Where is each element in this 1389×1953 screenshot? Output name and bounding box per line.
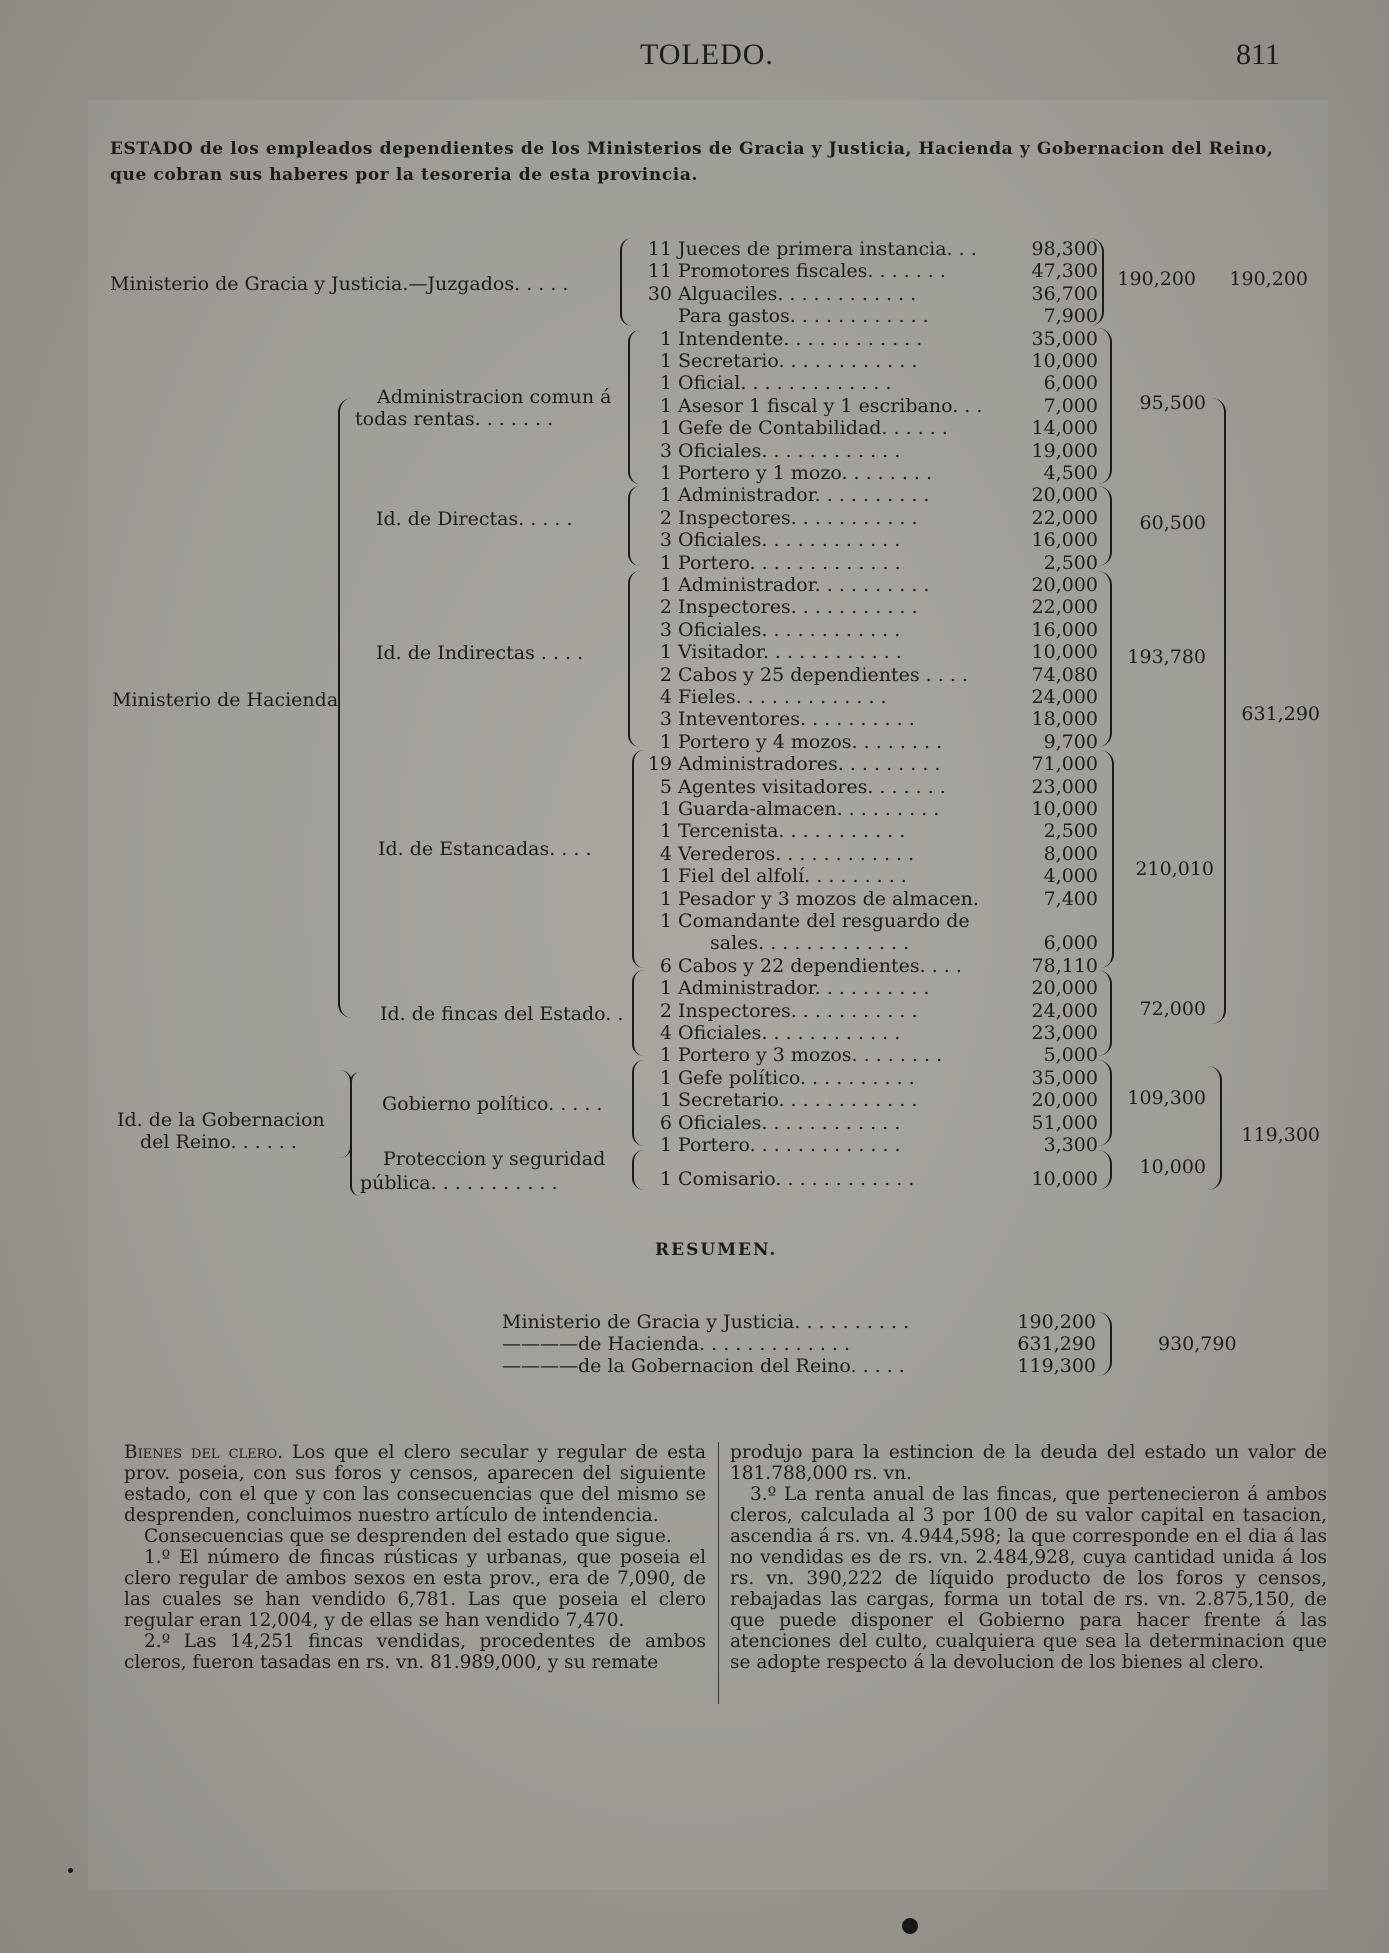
right-paragraph-2: 3.º La renta anual de las fincas, que pertenecieron á ambos cleros, calculada al 3 por 100 de su valor capital en tasacion, ascendia á rs. vn. 4.944,598; la que corresponde en el dia á las no vendidas es de rs. vn. 2.484,928, cuya cantidad unida á los rs. vn. 390,222 de líquido producto de los foros y censos, rebajadas las cargas, forma un total de rs. vn. 2.875,150, de que puede disponer el Gobierno para hacer frente á las atenciones del culto, cualquiera que sea la determinacion que se adopte respecto á la devolucion de los bienes al clero. xyxy=(730,1484,1327,1673)
subtotal-hacienda: 631,290 xyxy=(1241,703,1320,725)
row-description: Portero. . . . . . . . . . . . . xyxy=(678,552,901,574)
row-count: 4 xyxy=(659,686,672,708)
row-count: 1 xyxy=(659,1089,672,1111)
row-count: 1 xyxy=(659,574,672,596)
row-amount: 4,500 xyxy=(1043,462,1098,484)
page-title: TOLEDO. xyxy=(640,38,774,71)
row-description: Oficial. . . . . . . . . . . . . xyxy=(678,372,892,394)
row-amount: 20,000 xyxy=(1031,484,1098,506)
row-amount: 10,000 xyxy=(1031,641,1098,663)
row-count: 1 xyxy=(659,865,672,887)
row-description: Comisario. . . . . . . . . . . . xyxy=(678,1168,915,1190)
row-description: Oficiales. . . . . . . . . . . . xyxy=(678,529,901,551)
right-paragraph-1: produjo para la estincion de la deuda del estado un valor de 181.788,000 rs. vn. xyxy=(730,1442,1327,1484)
subsection-gobierno-politico: Gobierno político. . . . . xyxy=(382,1093,603,1115)
row-count: 2 xyxy=(659,1000,672,1022)
row-count: 1 xyxy=(659,372,672,394)
row-description: sales. . . . . . . . . . . . . xyxy=(710,932,910,954)
ink-spot xyxy=(902,1918,918,1934)
row-count: 1 xyxy=(659,462,672,484)
row-amount: 16,000 xyxy=(1031,529,1098,551)
row-amount: 5,000 xyxy=(1043,1044,1098,1066)
subtotal-admin: 95,500 xyxy=(1139,392,1206,414)
row-amount: 20,000 xyxy=(1031,574,1098,596)
row-count: 5 xyxy=(659,776,672,798)
row-amount: 51,000 xyxy=(1031,1112,1098,1134)
resumen-line-3-label: ————de la Gobernacion del Reino. . . . . xyxy=(502,1355,905,1377)
row-count: 1 xyxy=(659,1044,672,1066)
subsection-proteccion-line1: Proteccion y seguridad xyxy=(383,1148,606,1170)
row-description: Asesor 1 fiscal y 1 escribano. . . xyxy=(678,395,983,417)
lbrace-gobernacion xyxy=(350,1072,360,1196)
left-column xyxy=(124,1442,706,1673)
row-amount: 10,000 xyxy=(1031,1168,1098,1190)
row-amount: 9,700 xyxy=(1043,731,1098,753)
row-description: Para gastos. . . . . . . . . . . . xyxy=(678,305,929,327)
resumen-line-3-amount: 119,300 xyxy=(1017,1355,1096,1377)
row-count: 11 xyxy=(647,260,672,282)
subtotal-proteccion: 10,000 xyxy=(1139,1156,1206,1178)
row-description: Agentes visitadores. . . . . . . xyxy=(678,776,946,798)
lbrace-fincas xyxy=(632,970,644,1056)
table-heading: ESTADO de los empleados dependientes de los Ministerios de Gracia y Justicia, Hacienda y Gobernacion del Reino, que cobran sus haberes por la tesoreria de esta provincia. xyxy=(110,139,1274,185)
row-count: 3 xyxy=(659,708,672,730)
row-count: 1 xyxy=(659,798,672,820)
subtotal-gobernacion: 119,300 xyxy=(1241,1124,1320,1146)
lbrace-indirectas xyxy=(628,571,640,747)
row-description: Portero y 4 mozos. . . . . . . . xyxy=(678,731,943,753)
subtotal-fincas: 72,000 xyxy=(1139,998,1206,1020)
section-gobernacion-line2: del Reino. . . . . . xyxy=(140,1131,297,1153)
row-description: Visitador. . . . . . . . . . . . xyxy=(678,641,902,663)
row-count: 1 xyxy=(659,888,672,910)
subsection-directas: Id. de Directas. . . . . xyxy=(376,508,573,530)
row-amount: 35,000 xyxy=(1031,1067,1098,1089)
row-amount: 16,000 xyxy=(1031,619,1098,641)
row-description: Gefe de Contabilidad. . . . . . xyxy=(678,417,948,439)
lbrace-gobierno xyxy=(632,1060,644,1146)
row-description: Portero. . . . . . . . . . . . . xyxy=(678,1134,901,1156)
row-count: 1 xyxy=(659,731,672,753)
row-amount: 7,000 xyxy=(1043,395,1098,417)
page-number: 811 xyxy=(1236,38,1280,71)
row-description: Fiel del alfolí. . . . . . . . . xyxy=(678,865,907,887)
row-amount: 7,900 xyxy=(1043,305,1098,327)
row-amount: 6,000 xyxy=(1043,372,1098,394)
left-paragraph-1: Los que el clero secular y regular de esta prov. poseia, con sus foros y censos, aparecen del siguiente estado, con el que y con las consecuencias que del mismo se desprenden, concluimos nuestro artículo de intendencia. xyxy=(124,1442,706,1526)
subtotal-gracia-b: 190,200 xyxy=(1229,268,1308,290)
row-count: 1 xyxy=(659,910,672,932)
row-description: Administrador. . . . . . . . . . xyxy=(678,977,930,999)
row-description: Fieles. . . . . . . . . . . . . xyxy=(678,686,887,708)
row-count: 1 xyxy=(659,395,672,417)
row-count: 1 xyxy=(659,1067,672,1089)
row-description: Oficiales. . . . . . . . . . . . xyxy=(678,1022,901,1044)
row-description: Oficiales. . . . . . . . . . . . xyxy=(678,619,901,641)
row-count: 6 xyxy=(659,955,672,977)
row-amount: 10,000 xyxy=(1031,350,1098,372)
section-gracia: Ministerio de Gracia y Justicia.—Juzgados. . . . . xyxy=(110,273,569,295)
row-description: Administradores. . . . . . . . . xyxy=(678,753,941,775)
row-amount: 20,000 xyxy=(1031,1089,1098,1111)
left-paragraph-4: 2.º Las 14,251 fincas vendidas, procedentes de ambos cleros, fueron tasadas en rs. vn. 81.989,000, y su remate xyxy=(124,1631,706,1673)
row-description: Jueces de primera instancia. . . xyxy=(678,238,977,260)
resumen-line-1-label: Ministerio de Gracia y Justicia. . . . . . . . . . xyxy=(502,1311,910,1333)
row-amount: 20,000 xyxy=(1031,977,1098,999)
row-amount: 8,000 xyxy=(1043,843,1098,865)
row-amount: 78,110 xyxy=(1031,955,1098,977)
row-count: 3 xyxy=(659,440,672,462)
section-hacienda: Ministerio de Hacienda xyxy=(112,689,339,711)
subsection-fincas: Id. de fincas del Estado. . xyxy=(380,1003,624,1025)
subtotal-estancadas: 210,010 xyxy=(1135,858,1214,880)
row-amount: 35,000 xyxy=(1031,328,1098,350)
subsection-indirectas: Id. de Indirectas . . . . xyxy=(376,642,584,664)
subsection-proteccion-line2: pública. . . . . . . . . . . xyxy=(360,1172,558,1194)
row-amount: 10,000 xyxy=(1031,798,1098,820)
lbrace-gracia xyxy=(620,238,632,326)
row-description: Intendente. . . . . . . . . . . . xyxy=(678,328,923,350)
row-description: Secretario. . . . . . . . . . . . xyxy=(678,350,918,372)
row-description: Oficiales. . . . . . . . . . . . xyxy=(678,1112,901,1134)
column-rule xyxy=(718,1442,719,1704)
row-amount: 47,300 xyxy=(1031,260,1098,282)
row-description: Administrador. . . . . . . . . . xyxy=(678,574,930,596)
row-count: 2 xyxy=(659,664,672,686)
row-amount: 36,700 xyxy=(1031,283,1098,305)
right-column xyxy=(730,1442,1327,1673)
row-amount: 98,300 xyxy=(1031,238,1098,260)
row-count: 4 xyxy=(659,1022,672,1044)
section-gobernacion-line1: Id. de la Gobernacion xyxy=(117,1109,325,1131)
row-description: Pesador y 3 mozos de almacen. xyxy=(678,888,979,910)
subsection-admin-line2: todas rentas. . . . . . . xyxy=(355,408,554,430)
row-amount: 2,500 xyxy=(1043,820,1098,842)
row-description: Administrador. . . . . . . . . . xyxy=(678,484,930,506)
left-paragraph-2: Consecuencias que se desprenden del estado que sigue. xyxy=(144,1526,672,1547)
lbrace-estancadas xyxy=(632,750,644,968)
subtotal-gobierno: 109,300 xyxy=(1127,1087,1206,1109)
row-description: Portero y 3 mozos. . . . . . . . xyxy=(678,1044,943,1066)
row-count: 1 xyxy=(659,484,672,506)
row-count: 19 xyxy=(647,753,672,775)
row-count: 1 xyxy=(659,1134,672,1156)
row-description: Verederos. . . . . . . . . . . . xyxy=(678,843,915,865)
row-description: Secretario. . . . . . . . . . . . xyxy=(678,1089,918,1111)
row-amount: 19,000 xyxy=(1031,440,1098,462)
subtotal-gracia-a: 190,200 xyxy=(1117,268,1196,290)
row-amount: 6,000 xyxy=(1043,932,1098,954)
row-amount: 74,080 xyxy=(1031,664,1098,686)
row-count: 3 xyxy=(659,619,672,641)
row-description: Guarda-almacen. . . . . . . . . xyxy=(678,798,940,820)
row-amount: 7,400 xyxy=(1043,888,1098,910)
row-count: 1 xyxy=(659,641,672,663)
row-description: Gefe político. . . . . . . . . . xyxy=(678,1067,915,1089)
resumen-line-2-amount: 631,290 xyxy=(1017,1333,1096,1355)
resumen-total: 930,790 xyxy=(1158,1333,1237,1355)
row-description: Cabos y 25 dependientes . . . . xyxy=(678,664,968,686)
row-amount: 23,000 xyxy=(1031,1022,1098,1044)
row-amount: 22,000 xyxy=(1031,507,1098,529)
resumen-line-1-amount: 190,200 xyxy=(1017,1311,1096,1333)
subtotal-directas: 60,500 xyxy=(1139,512,1206,534)
lbrace-admin xyxy=(628,330,640,484)
row-count: 1 xyxy=(659,350,672,372)
row-amount: 22,000 xyxy=(1031,596,1098,618)
bienes-heading: Bienes del clero. xyxy=(124,1442,283,1463)
row-description: Portero y 1 mozo. . . . . . . . xyxy=(678,462,933,484)
row-count: 3 xyxy=(659,529,672,551)
row-amount: 2,500 xyxy=(1043,552,1098,574)
subtotal-indirectas: 193,780 xyxy=(1127,646,1206,668)
row-description: Oficiales. . . . . . . . . . . . xyxy=(678,440,901,462)
lbrace-directas xyxy=(628,486,640,566)
row-description: Inspectores. . . . . . . . . . . xyxy=(678,596,918,618)
row-count: 2 xyxy=(659,507,672,529)
row-count: 1 xyxy=(659,417,672,439)
row-description: Tercenista. . . . . . . . . . . xyxy=(678,820,906,842)
subsection-estancadas: Id. de Estancadas. . . . xyxy=(378,838,592,860)
ink-spot-small xyxy=(68,1868,73,1873)
lbrace-hacienda xyxy=(338,398,354,1018)
row-count: 4 xyxy=(659,843,672,865)
row-amount: 24,000 xyxy=(1031,686,1098,708)
row-amount: 24,000 xyxy=(1031,1000,1098,1022)
row-amount: 23,000 xyxy=(1031,776,1098,798)
row-count: 2 xyxy=(659,596,672,618)
row-amount: 4,000 xyxy=(1043,865,1098,887)
row-count: 6 xyxy=(659,1112,672,1134)
row-count: 1 xyxy=(659,328,672,350)
row-amount: 3,300 xyxy=(1043,1134,1098,1156)
row-count: 1 xyxy=(659,552,672,574)
row-amount: 14,000 xyxy=(1031,417,1098,439)
resumen-title: RESUMEN. xyxy=(655,1240,778,1260)
lbrace-proteccion xyxy=(632,1150,644,1190)
row-amount: 18,000 xyxy=(1031,708,1098,730)
row-description: Inspectores. . . . . . . . . . . xyxy=(678,507,918,529)
row-count: 1 xyxy=(659,977,672,999)
row-description: Inteventores. . . . . . . . . . xyxy=(678,708,915,730)
row-description: Promotores fiscales. . . . . . . xyxy=(678,260,946,282)
row-count: 1 xyxy=(659,1168,672,1190)
row-count: 30 xyxy=(647,283,672,305)
row-count: 11 xyxy=(647,238,672,260)
resumen-line-2-label: ————de Hacienda. . . . . . . . . . . . . xyxy=(502,1333,851,1355)
row-description: Cabos y 22 dependientes. . . . xyxy=(678,955,962,977)
row-amount: 71,000 xyxy=(1031,753,1098,775)
row-count: 1 xyxy=(659,820,672,842)
subsection-admin-line1: Administracion comun á xyxy=(377,386,612,408)
row-description: Comandante del resguardo de xyxy=(678,910,970,932)
brace-resumen xyxy=(1098,1312,1112,1376)
left-paragraph-3: 1.º El número de fincas rústicas y urbanas, que poseia el clero regular de ambos sexos en esta prov., era de 7,090, de las cuales se han vendido 6,781. Las que poseia el clero regular eran 12,004, y de ellas se han vendido 7,470. xyxy=(124,1547,706,1631)
row-description: Inspectores. . . . . . . . . . . xyxy=(678,1000,918,1022)
row-description: Alguaciles. . . . . . . . . . . . xyxy=(678,283,917,305)
